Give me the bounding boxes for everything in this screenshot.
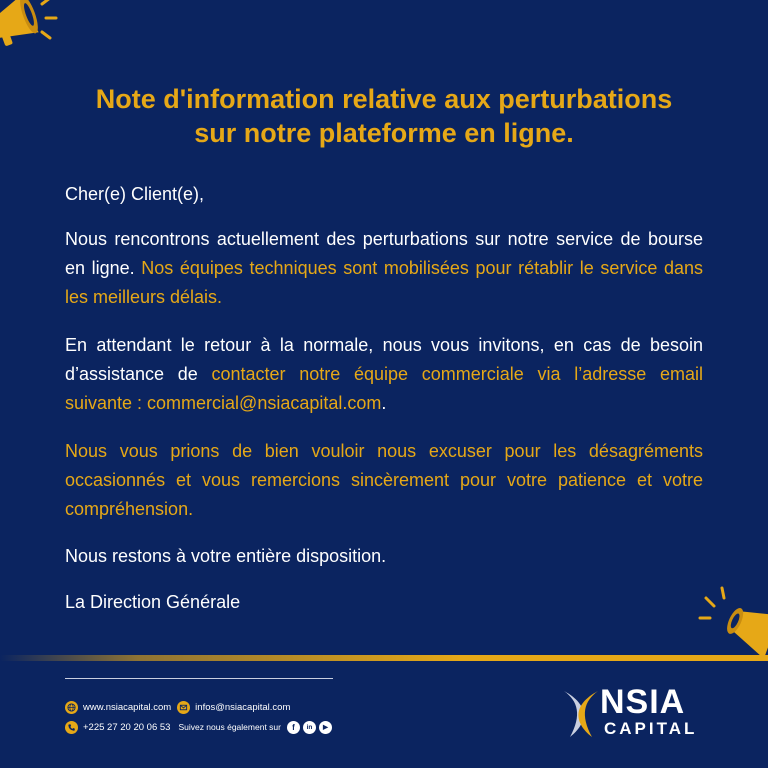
facebook-icon[interactable]: f [287,721,300,734]
paragraph-2-end: . [381,393,387,413]
linkedin-icon[interactable]: in [303,721,316,734]
gold-divider [0,655,768,661]
logo-sub: CAPITAL [604,719,698,738]
title-line-1: Note d'information relative aux perturbations [95,84,673,114]
phone-number[interactable]: +225 27 20 20 06 53 [83,721,171,733]
paragraph-2-highlight: contacter notre équipe commerciale via l’adresse email suivante : commercial@nsiacapital.com [65,364,703,413]
paragraph-1-highlight: Nos équipes techniques sont mobilisées pour rétablir le service dans les meilleurs délais. [65,258,703,307]
title-line-2: sur notre plateforme en ligne. [194,118,574,148]
paragraph-2-text: En attendant le retour à la normale, nous vous invitons, en cas de besoin d’assistance de [65,335,703,384]
paragraph-1-text: Nous rencontrons actuellement des perturbations sur notre service de bourse en ligne. [65,229,703,278]
paragraph-1 [65,225,703,312]
footer-contacts [65,698,290,716]
phone-icon [65,721,78,734]
email-link[interactable]: infos@nsiacapital.com [195,701,291,713]
paragraph-3: Nous vous prions de bien vouloir nous excuser pour les désagréments occasionnés et vous remercions sincèrement pour votre patience et votre compréhension. [65,441,703,519]
message-body [65,180,703,617]
megaphone-icon [0,0,70,62]
megaphone-icon [696,586,768,662]
globe-icon [65,701,78,714]
footer-rule [65,678,333,679]
nsia-capital-logo [560,685,710,745]
page-title [40,82,728,150]
logo-mark-icon [560,687,602,741]
youtube-icon[interactable]: ▶ [319,721,332,734]
signature: La Direction Générale [65,592,241,612]
footer-phone-social [65,718,332,736]
greeting: Cher(e) Client(e), [65,184,205,204]
follow-label: Suivez nous également sur [178,722,281,732]
paragraph-4: Nous restons à votre entière disposition. [65,546,387,566]
mail-icon [177,701,190,714]
paragraph-2 [65,331,703,418]
website-link[interactable]: www.nsiacapital.com [83,701,172,713]
logo-name: NSIA [600,683,686,721]
